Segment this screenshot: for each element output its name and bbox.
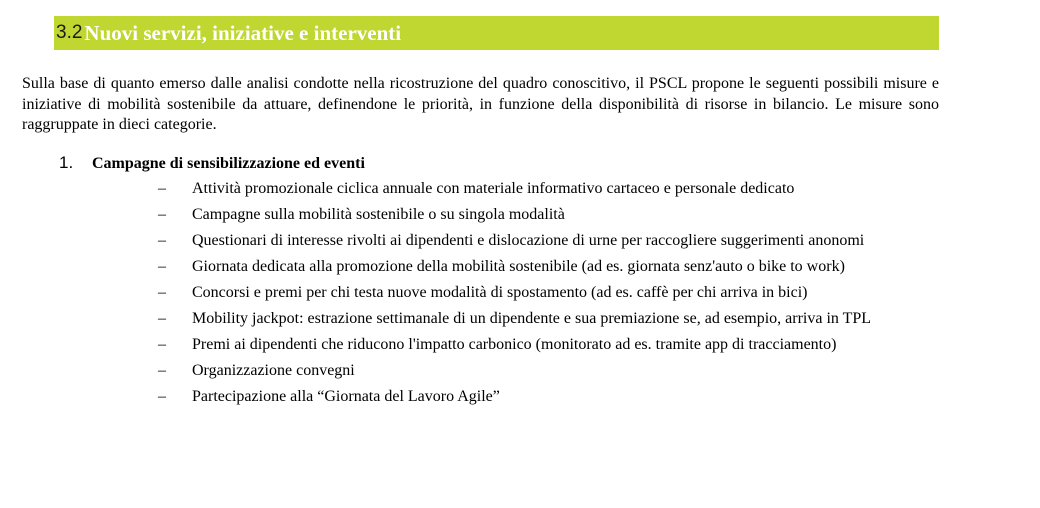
list-item — [22, 204, 939, 226]
category-heading — [22, 152, 939, 175]
list-item — [22, 282, 939, 304]
list-item — [22, 230, 939, 252]
dash-bullet-icon: – — [158, 361, 166, 379]
measures-list — [22, 178, 939, 408]
document-page — [22, 16, 939, 412]
list-item-text: Mobility jackpot: estrazione settimanale di un dipendente e sua premiazione se, ad esempio, arriva in TPL — [192, 309, 872, 327]
dash-bullet-icon: – — [158, 205, 166, 223]
list-item-text: Partecipazione alla “Giornata del Lavoro Agile” — [192, 387, 500, 405]
list-item — [22, 334, 939, 356]
list-item — [22, 308, 939, 330]
list-item-text: Premi ai dipendenti che riducono l'impatto carbonico (monitorato ad es. tramite app di tracciamento) — [192, 335, 837, 353]
list-item-text: Giornata dedicata alla promozione della mobilità sostenibile (ad es. giornata senz'auto o bike to work) — [192, 257, 845, 275]
dash-bullet-icon: – — [158, 309, 166, 327]
list-item — [22, 256, 939, 278]
dash-bullet-icon: – — [158, 335, 166, 353]
list-item — [22, 178, 939, 200]
section-title: Nuovi servizi, iniziative e interventi — [84, 20, 402, 45]
list-item-text: Questionari di interesse rivolti ai dipendenti e dislocazione di urne per raccogliere suggerimenti anonomi — [192, 231, 865, 249]
list-item-text: Concorsi e premi per chi testa nuove modalità di spostamento (ad es. caffè per chi arriva in bici) — [192, 283, 808, 301]
section-heading — [54, 16, 939, 50]
dash-bullet-icon: – — [158, 231, 166, 249]
list-item-text: Organizzazione convegni — [192, 361, 355, 379]
section-number: 3.2 — [56, 22, 83, 43]
category-label: Campagne di sensibilizzazione ed eventi — [92, 154, 365, 172]
dash-bullet-icon: – — [158, 387, 166, 405]
list-item-text: Attività promozionale ciclica annuale con materiale informativo cartaceo e personale dedicato — [192, 179, 795, 197]
dash-bullet-icon: – — [158, 283, 166, 301]
list-item-text: Campagne sulla mobilità sostenibile o su singola modalità — [192, 205, 565, 223]
intro-paragraph: Sulla base di quanto emerso dalle analisi condotte nella ricostruzione del quadro conoscitivo, il PSCL propone le seguenti possibili misure e iniziative di mobilità sostenibile da attuare, definendone le priorità, in funzione della disponibilità di risorse in bilancio. Le misure sono raggruppate in dieci categorie. — [22, 75, 939, 133]
category-number: 1. — [59, 152, 74, 172]
dash-bullet-icon: – — [158, 179, 166, 197]
dash-bullet-icon: – — [158, 257, 166, 275]
list-item — [22, 386, 939, 408]
list-item — [22, 360, 939, 382]
